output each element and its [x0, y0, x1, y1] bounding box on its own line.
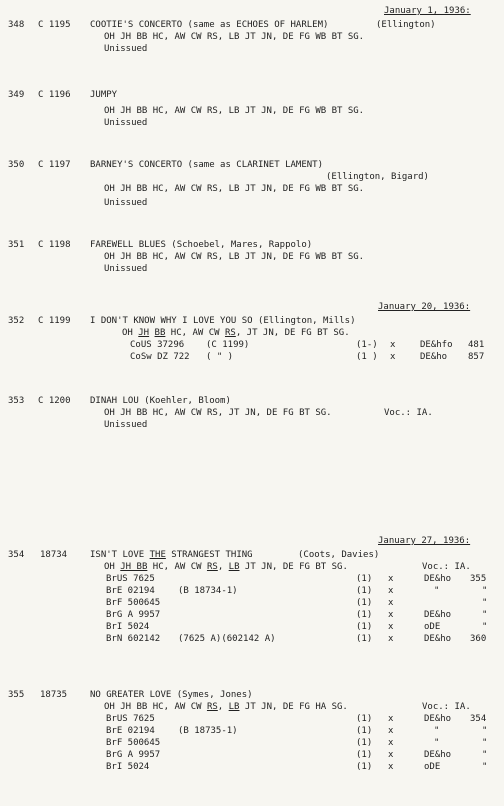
matrix-number: C 1199 [38, 316, 71, 326]
issue-note: Unissued [104, 264, 148, 274]
vocalist: Voc.: IA. [422, 702, 471, 712]
composer: (Ellington, Bigard) [326, 172, 429, 182]
issue-source: " [434, 586, 440, 596]
issue-take: (1) [356, 622, 373, 632]
issue-label: BrI 5024 [106, 622, 150, 632]
issue-source: DE&ho [424, 574, 452, 584]
issue-source: oDE [424, 762, 441, 772]
issue-page: 481 [468, 340, 485, 350]
issue-page: " [482, 586, 488, 596]
issue-label: BrF 500645 [106, 598, 161, 608]
issue-note: Unissued [104, 420, 148, 430]
song-title: COOTIE'S CONCERTO (same as ECHOES OF HARLEM) [90, 20, 329, 30]
issue-x: x [388, 622, 394, 632]
issue-x: x [388, 610, 394, 620]
composer: (Ellington) [376, 20, 436, 30]
entry-number: 355 [8, 690, 25, 700]
personnel: OH JH BB HC, AW CW RS, JT JN, DE FG BT SG. [104, 408, 332, 418]
issue-label: BrE 02194 [106, 586, 155, 596]
issue-label: BrG A 9957 [106, 750, 161, 760]
issue-x: x [388, 574, 394, 584]
entry-number: 349 [8, 90, 25, 100]
issue-x: x [388, 634, 394, 644]
issue-label: BrI 5024 [106, 762, 150, 772]
matrix-number: 18735 [40, 690, 68, 700]
entry-number: 354 [8, 550, 25, 560]
issue-take: (1) [356, 762, 373, 772]
issue-source: oDE [424, 622, 441, 632]
issue-page: 360 [470, 634, 487, 644]
matrix-number: C 1195 [38, 20, 71, 30]
issue-source: DE&ho [424, 714, 452, 724]
personnel: OH JH BB HC, AW CW RS, LB JT JN, DE FG WB BT SG. [104, 184, 365, 194]
entry-number: 350 [8, 160, 25, 170]
issue-take: (1) [356, 714, 373, 724]
issue-x: x [388, 586, 394, 596]
personnel: OH JH BB HC, AW CW RS, LB JT JN, DE FG WB BT SG. [104, 32, 365, 42]
issue-take: (1) [356, 750, 373, 760]
issue-take: (1) [356, 574, 373, 584]
issue-source: DE&ho [424, 634, 452, 644]
issue-take: (1-) [356, 340, 378, 350]
issue-source: DE&hfo [420, 340, 453, 350]
vocalist: Voc.: IA. [422, 562, 471, 572]
issue-take: (1) [356, 598, 373, 608]
issue-page: 857 [468, 352, 485, 362]
matrix-number: 18734 [40, 550, 68, 560]
issue-ref: (B 18735-1) [178, 726, 238, 736]
entry-number: 351 [8, 240, 25, 250]
issue-label: CoUS 37296 [130, 340, 185, 350]
issue-source: DE&ho [424, 610, 452, 620]
issue-label: BrUS 7625 [106, 574, 155, 584]
issue-note: Unissued [104, 198, 148, 208]
issue-source: DE&ho [424, 750, 452, 760]
vocalist: Voc.: IA. [384, 408, 433, 418]
issue-ref: (C 1199) [206, 340, 250, 350]
issue-x: x [388, 762, 394, 772]
song-title: I DON'T KNOW WHY I LOVE YOU SO (Ellington, Mills) [90, 316, 356, 326]
personnel: OH JH BB HC, AW CW RS, JT JN, DE FG BT SG. [122, 328, 350, 338]
entry-number: 352 [8, 316, 25, 326]
song-title: NO GREATER LOVE (Symes, Jones) [90, 690, 253, 700]
issue-x: x [388, 750, 394, 760]
issue-page: " [482, 726, 488, 736]
personnel: OH JH BB HC, AW CW RS, LB JT JN, DE FG WB BT SG. [104, 106, 365, 116]
entry-number: 353 [8, 396, 25, 406]
entry-number: 348 [8, 20, 25, 30]
session-date: January 1, 1936: [384, 6, 471, 16]
song-title: DINAH LOU (Koehler, Bloom) [90, 396, 231, 406]
issue-x: x [390, 340, 396, 350]
issue-page: " [482, 622, 488, 632]
issue-ref: (B 18734-1) [178, 586, 238, 596]
issue-page: " [482, 610, 488, 620]
issue-ref: (7625 A)(602142 A) [178, 634, 276, 644]
matrix-number: C 1197 [38, 160, 71, 170]
song-title: ISN'T LOVE THE STRANGEST THING [90, 550, 253, 560]
issue-page: " [482, 738, 488, 748]
issue-page: " [482, 762, 488, 772]
issue-x: x [388, 726, 394, 736]
issue-source: " [434, 738, 440, 748]
issue-label: BrF 500645 [106, 738, 161, 748]
issue-page: 355 [470, 574, 487, 584]
personnel: OH JH BB HC, AW CW RS, LB JT JN, DE FG WB BT SG. [104, 252, 365, 262]
issue-page: " [482, 598, 488, 608]
issue-take: (1) [356, 726, 373, 736]
issue-label: CoSw DZ 722 [130, 352, 190, 362]
issue-x: x [388, 598, 394, 608]
song-title: JUMPY [90, 90, 118, 100]
issue-x: x [390, 352, 396, 362]
session-date: January 20, 1936: [378, 302, 471, 312]
issue-source: DE&ho [420, 352, 448, 362]
matrix-number: C 1198 [38, 240, 71, 250]
issue-label: BrUS 7625 [106, 714, 155, 724]
issue-label: BrE 02194 [106, 726, 155, 736]
composer: (Coots, Davies) [298, 550, 380, 560]
personnel: OH JH BB HC, AW CW RS, LB JT JN, DE FG HA SG. [104, 702, 348, 712]
personnel: OH JH BB HC, AW CW RS, LB JT JN, DE FG BT SG. [104, 562, 348, 572]
issue-page: 354 [470, 714, 487, 724]
issue-take: (1) [356, 634, 373, 644]
issue-note: Unissued [104, 44, 148, 54]
issue-source: " [434, 726, 440, 736]
issue-x: x [388, 738, 394, 748]
issue-ref: ( " ) [206, 352, 234, 362]
issue-take: (1) [356, 610, 373, 620]
issue-take: (1) [356, 738, 373, 748]
issue-x: x [388, 714, 394, 724]
issue-note: Unissued [104, 118, 148, 128]
issue-page: " [482, 750, 488, 760]
issue-label: BrN 602142 [106, 634, 161, 644]
song-title: BARNEY'S CONCERTO (same as CLARINET LAMENT) [90, 160, 323, 170]
issue-take: (1) [356, 586, 373, 596]
issue-label: BrG A 9957 [106, 610, 161, 620]
issue-take: (1 ) [356, 352, 378, 362]
song-title: FAREWELL BLUES (Schoebel, Mares, Rappolo) [90, 240, 313, 250]
session-date: January 27, 1936: [378, 536, 471, 546]
matrix-number: C 1200 [38, 396, 71, 406]
matrix-number: C 1196 [38, 90, 71, 100]
